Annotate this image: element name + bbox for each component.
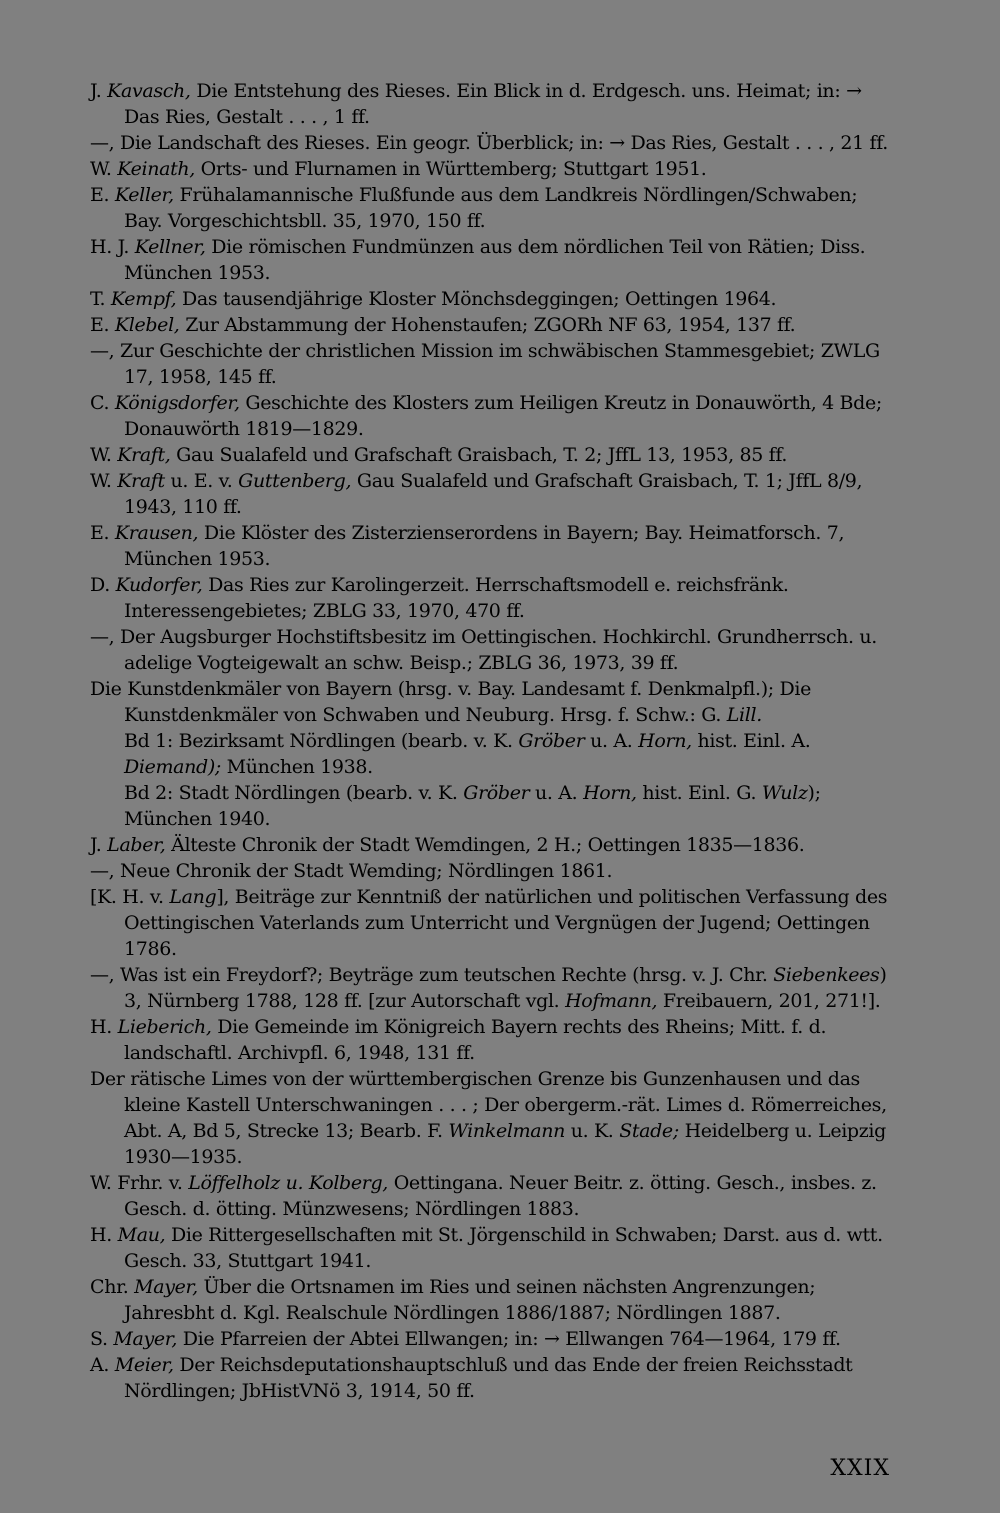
entry-text: H.: [90, 1224, 118, 1246]
entry-italic-text: Mayer,: [134, 1276, 198, 1298]
entry-italic-text: Gröber: [463, 782, 530, 804]
entry-text: Über die Ortsnamen im Ries und seinen nächsten Angrenzungen; Jahresbht d. Kgl. Realschule Nördlingen 1886/1887; Nördlingen 1887.: [124, 1276, 816, 1324]
entry-text: Älteste Chronik der Stadt Wemdingen, 2 H.; Oettingen 1835—1836.: [165, 834, 805, 856]
bibliography-entry: [90, 1170, 896, 1222]
entry-text: E.: [90, 314, 115, 336]
bibliography-entry: [90, 156, 896, 182]
entry-italic-text: Horn,: [583, 782, 637, 804]
bibliography-entry: [90, 1066, 896, 1170]
entry-text: W.: [90, 158, 118, 180]
entry-text: E.: [90, 184, 115, 206]
entry-italic-text: Kudorfer,: [115, 574, 203, 596]
entry-text: Gau Sualafeld und Grafschaft Graisbach, T. 2; JffL 13, 1953, 85 ff.: [170, 444, 788, 466]
entry-text: Die Gemeinde im Königreich Bayern rechts des Rheins; Mitt. f. d. landschaftl. Archivpfl. 6, 1948, 131 ff.: [124, 1016, 827, 1064]
entry-text: Die Klöster des Zisterzienserordens in Bayern; Bay. Heimatforsch. 7, München 1953.: [124, 522, 845, 570]
bibliography-entry: [90, 884, 896, 962]
entry-text: Das tausendjährige Kloster Mönchsdeggingen; Oettingen 1964.: [176, 288, 777, 310]
entry-italic-text: Siebenkees: [773, 964, 880, 986]
bibliography-entry: [90, 572, 896, 624]
bibliography-entry: [90, 442, 896, 468]
entry-text: Die Pfarreien der Abtei Ellwangen; in: → Ellwangen 764—1964, 179 ff.: [177, 1328, 841, 1350]
entry-text: Bd 2: Stadt Nördlingen (bearb. v. K.: [124, 782, 464, 804]
bibliography-entry: [90, 312, 896, 338]
entry-text: H.: [90, 1016, 118, 1038]
bibliography-entry: [90, 962, 896, 1014]
entry-italic-text: Mayer,: [113, 1328, 178, 1350]
entry-text: W.: [90, 470, 118, 492]
entry-italic-text: Lang: [169, 886, 217, 908]
entry-text: Die römischen Fundmünzen aus dem nördlichen Teil von Rätien; Diss. München 1953.: [124, 236, 866, 284]
entry-italic-text: Gröber: [518, 730, 585, 752]
entry-text: Heidelberg u. Leipzig 1930—1935.: [124, 1120, 886, 1168]
entry-text: Frühalamannische Flußfunde aus dem Landkreis Nördlingen/Schwaben; Bay. Vorgeschichtsbll. 35, 1970, 150 ff.: [124, 184, 858, 232]
entry-text: ) 3, Nürnberg 1788, 128 ff. [zur Autorschaft vgl.: [124, 964, 887, 1012]
bibliography-entry: [90, 858, 896, 884]
entry-text: A.: [90, 1354, 115, 1376]
bibliography-entry: [90, 728, 896, 780]
entry-text: J.: [90, 80, 108, 102]
bibliography-entry: [90, 468, 896, 520]
entry-italic-text: Kavasch,: [107, 80, 191, 102]
bibliography-entry: [90, 676, 896, 728]
entry-text: München 1938.: [220, 756, 373, 778]
bibliography-entry: [90, 520, 896, 572]
bibliography-entry: [90, 1014, 896, 1066]
bibliography-entry: [90, 286, 896, 312]
entry-italic-text: Lill.: [726, 704, 762, 726]
bibliography-entry: [90, 1352, 896, 1404]
entry-text: H. J.: [90, 236, 135, 258]
bibliography-entry: [90, 832, 896, 858]
entry-italic-text: Winkelmann: [448, 1120, 565, 1142]
entry-text: Geschichte des Klosters zum Heiligen Kreutz in Donauwörth, 4 Bde; Donauwörth 1819—1829.: [124, 392, 882, 440]
bibliography-entry: [90, 780, 896, 832]
bibliography-list: [90, 78, 896, 1404]
entry-text: Der Reichsdeputationshauptschluß und das Ende der freien Reichsstadt Nördlingen; JbHistVNö 3, 1914, 50 ff.: [124, 1354, 853, 1402]
entry-text: u. A.: [584, 730, 639, 752]
entry-text: W. Frhr. v.: [90, 1172, 189, 1194]
entry-text: Freibauern, 201, 271!].: [657, 990, 881, 1012]
entry-italic-text: Kellner,: [134, 236, 206, 258]
entry-text: Orts- und Flurnamen in Württemberg; Stuttgart 1951.: [194, 158, 707, 180]
entry-text: J.: [90, 834, 108, 856]
bibliography-entry: [90, 182, 896, 234]
entry-text: C.: [90, 392, 115, 414]
entry-text: —, Was ist ein Freydorf?; Beyträge zum teutschen Rechte (hrsg. v. J. Chr.: [90, 964, 774, 986]
entry-italic-text: Laber,: [107, 834, 166, 856]
entry-italic-text: Kempf,: [110, 288, 177, 310]
bibliography-entry: [90, 1222, 896, 1274]
entry-italic-text: Stade;: [619, 1120, 679, 1142]
bibliography-entry: [90, 78, 896, 130]
entry-text: Oettingana. Neuer Beitr. z. ötting. Gesch., insbes. z. Gesch. d. ötting. Münzwesens; Nördlingen 1883.: [124, 1172, 877, 1220]
entry-text: —, Zur Geschichte der christlichen Mission im schwäbischen Stammesgebiet; ZWLG 17, 1958, 145 ff.: [90, 340, 880, 388]
entry-italic-text: Meier,: [114, 1354, 174, 1376]
entry-text: u. A.: [529, 782, 584, 804]
entry-text: ], Beiträge zur Kenntniß der natürlichen und politischen Verfassung des Oettingischen Vaterlands zum Unterricht und Vergnügen der Jugend; Oettingen 1786.: [124, 886, 888, 960]
entry-text: u. K.: [565, 1120, 620, 1142]
entry-text: Die Entstehung des Rieses. Ein Blick in d. Erdgesch. uns. Heimat; in: → Das Ries, Gestalt . . . , 1 ff.: [124, 80, 862, 128]
entry-text: Das Ries zur Karolingerzeit. Herrschaftsmodell e. reichsfränk. Interessengebietes; ZBLG 33, 1970, 470 ff.: [124, 574, 789, 622]
entry-text: D.: [90, 574, 116, 596]
entry-italic-text: Krausen,: [114, 522, 199, 544]
bibliography-entry: [90, 1326, 896, 1352]
bibliography-entry: [90, 338, 896, 390]
entry-text: E.: [90, 522, 115, 544]
entry-italic-text: Hofmann,: [565, 990, 658, 1012]
entry-italic-text: Mau,: [117, 1224, 166, 1246]
entry-italic-text: Löffelholz u. Kolberg,: [188, 1172, 388, 1194]
entry-text: u. E. v.: [164, 470, 239, 492]
entry-italic-text: Wulz: [761, 782, 808, 804]
entry-italic-text: Königsdorfer,: [114, 392, 240, 414]
entry-italic-text: Horn,: [638, 730, 692, 752]
entry-italic-text: Keller,: [114, 184, 174, 206]
entry-text: S.: [90, 1328, 114, 1350]
bibliography-entry: [90, 130, 896, 156]
bibliography-entry: [90, 624, 896, 676]
entry-text: Bd 1: Bezirksamt Nördlingen (bearb. v. K.: [124, 730, 519, 752]
entry-italic-text: Diemand);: [124, 756, 221, 778]
entry-italic-text: Guttenberg,: [238, 470, 352, 492]
entry-text: —, Die Landschaft des Rieses. Ein geogr. Überblick; in: → Das Ries, Gestalt . . . , 21 ff.: [90, 132, 888, 154]
entry-italic-text: Kraft,: [117, 444, 171, 466]
entry-text: W.: [90, 444, 118, 466]
bibliography-entry: [90, 234, 896, 286]
entry-text: T.: [90, 288, 111, 310]
entry-text: Die Rittergesellschaften mit St. Jörgenschild in Schwaben; Darst. aus d. wtt. Gesch. 33, Stuttgart 1941.: [124, 1224, 883, 1272]
entry-text: Die Kunstdenkmäler von Bayern (hrsg. v. Bay. Landesamt f. Denkmalpfl.); Die Kunstdenkmäler von Schwaben und Neuburg. Hrsg. f. Schw.: G.: [90, 678, 812, 726]
bibliography-entry: [90, 390, 896, 442]
entry-text: Gau Sualafeld und Grafschaft Graisbach, T. 1; JffL 8/9, 1943, 110 ff.: [124, 470, 863, 518]
bibliography-entry: [90, 1274, 896, 1326]
entry-text: [K. H. v.: [90, 886, 170, 908]
entry-text: Chr.: [90, 1276, 135, 1298]
entry-text: —, Neue Chronik der Stadt Wemding; Nördlingen 1861.: [90, 860, 613, 882]
entry-text: hist. Einl. A.: [691, 730, 811, 752]
entry-text: Zur Abstammung der Hohenstaufen; ZGORh NF 63, 1954, 137 ff.: [179, 314, 796, 336]
entry-italic-text: Klebel,: [114, 314, 180, 336]
entry-text: hist. Einl. G.: [636, 782, 762, 804]
entry-text: —, Der Augsburger Hochstiftsbesitz im Oettingischen. Hochkirchl. Grundherrsch. u. adelige Vogteigewalt an schw. Beisp.; ZBLG 36, 1973, 39 ff.: [90, 626, 877, 674]
entry-text: ); München 1940.: [124, 782, 821, 830]
entry-italic-text: Kraft: [117, 470, 165, 492]
entry-text: Der rätische Limes von der württembergischen Grenze bis Gunzenhausen und das kleine Kastell Unterschwaningen . . . ; Der obergerm.-rät. Limes d. Römerreiches, Abt. A, Bd 5, Strecke 13; Bearb. F.: [90, 1068, 887, 1142]
page-number: XXIX: [830, 1456, 890, 1481]
entry-italic-text: Lieberich,: [117, 1016, 212, 1038]
entry-italic-text: Keinath,: [117, 158, 195, 180]
